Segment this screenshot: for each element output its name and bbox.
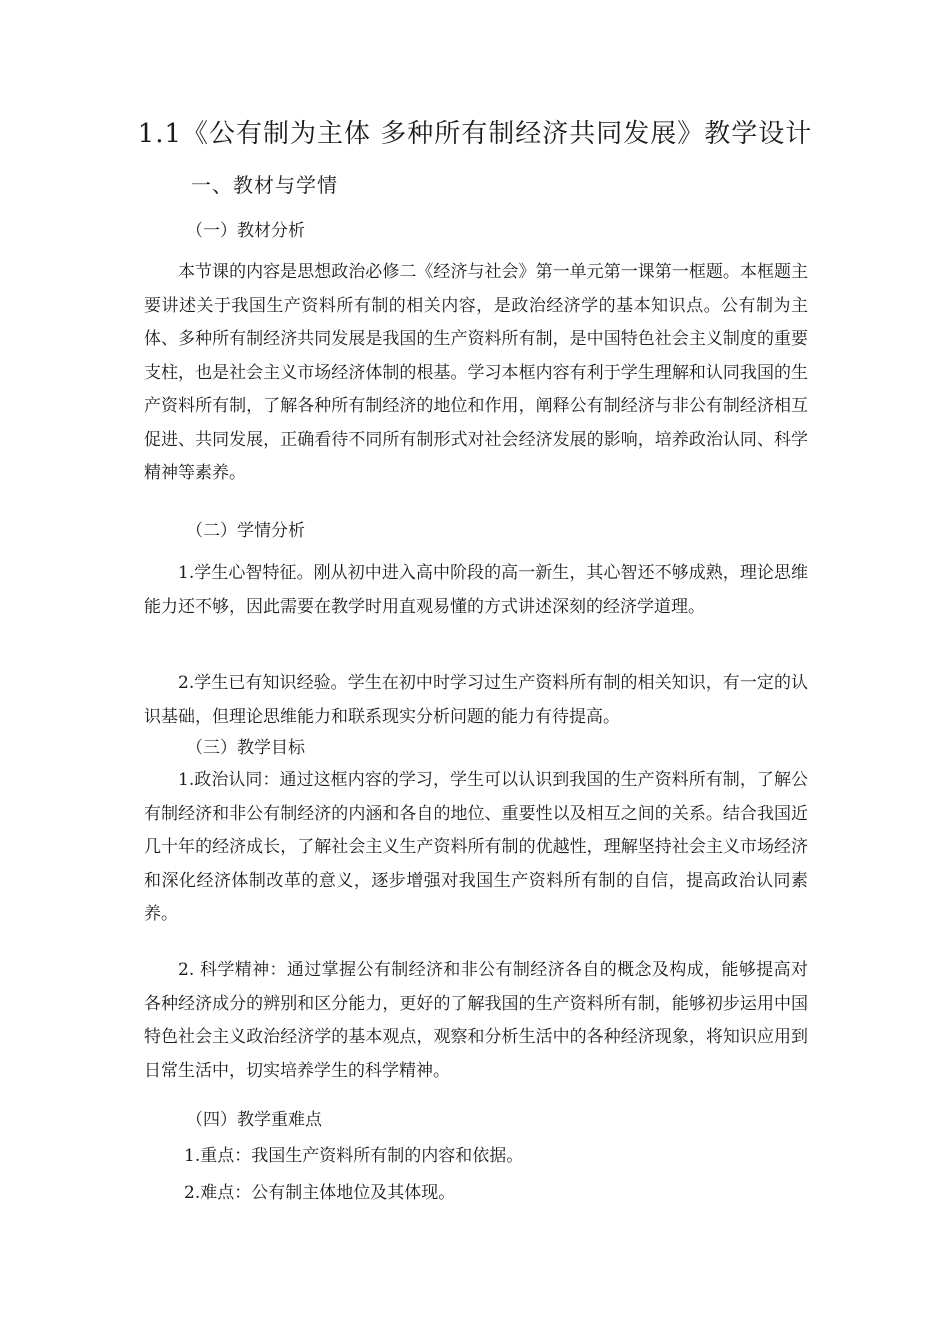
paragraph-student-traits: 1.学生心智特征。刚从初中进入高中阶段的高一新生，其心智还不够成熟，理论思维能力还不够，因此需要在教学时用直观易懂的方式讲述深刻的经济学道理。	[144, 563, 808, 617]
difficult-point-item: 2.难点：公有制主体地位及其体现。	[184, 1183, 456, 1203]
section-heading-materials-and-students: 一、教材与学情	[191, 173, 338, 197]
paragraph-student-knowledge: 2.学生已有知识经验。学生在初中时学习过生产资料所有制的相关知识，有一定的认识基础，但理论思维能力和联系现实分析问题的能力有待提高。	[144, 673, 808, 727]
paragraph-goal-scientific-spirit: 2. 科学精神：通过掌握公有制经济和非公有制经济各自的概念及构成，能够提高对各种经济成分的辨别和区分能力，更好的了解我国的生产资料所有制，能够初步运用中国特色社会主义政治经济学的基本观点，观察和分析生活中的各种经济现象，将知识应用到日常生活中，切实培养学生的科学精神。	[144, 960, 808, 1081]
paragraph-textbook-analysis: 本节课的内容是思想政治必修二《经济与社会》第一单元第一课第一框题。本框题主要讲述关于我国生产资料所有制的相关内容，是政治经济学的基本知识点。公有制为主体、多种所有制经济共同发展是我国的生产资料所有制，是中国特色社会主义制度的重要支柱，也是社会主义市场经济体制的根基。学习本框内容有利于学生理解和认同我国的生产资料所有制，了解各种所有制经济的地位和作用，阐释公有制经济与非公有制经济相互促进、共同发展，正确看待不同所有制形式对社会经济发展的影响，培养政治认同、科学精神等素养。	[144, 262, 808, 483]
subheading-textbook-analysis: （一）教材分析	[186, 221, 305, 241]
subheading-student-analysis: （二）学情分析	[186, 521, 305, 541]
document-title: 1.1《公有制为主体 多种所有制经济共同发展》教学设计	[137, 119, 813, 149]
paragraph-goal-political-identity: 1.政治认同：通过这框内容的学习，学生可以认识到我国的生产资料所有制，了解公有制经济和非公有制经济的内涵和各自的地位、重要性以及相互之间的关系。结合我国近几十年的经济成长，了解社会主义生产资料所有制的优越性，理解坚持社会主义市场经济和深化经济体制改革的意义，逐步增强对我国生产资料所有制的自信，提高政治认同素养。	[144, 770, 808, 924]
subheading-teaching-goals: （三）教学目标	[186, 738, 305, 758]
subheading-key-points: （四）教学重难点	[186, 1110, 322, 1130]
key-point-item: 1.重点：我国生产资料所有制的内容和依据。	[184, 1146, 524, 1166]
